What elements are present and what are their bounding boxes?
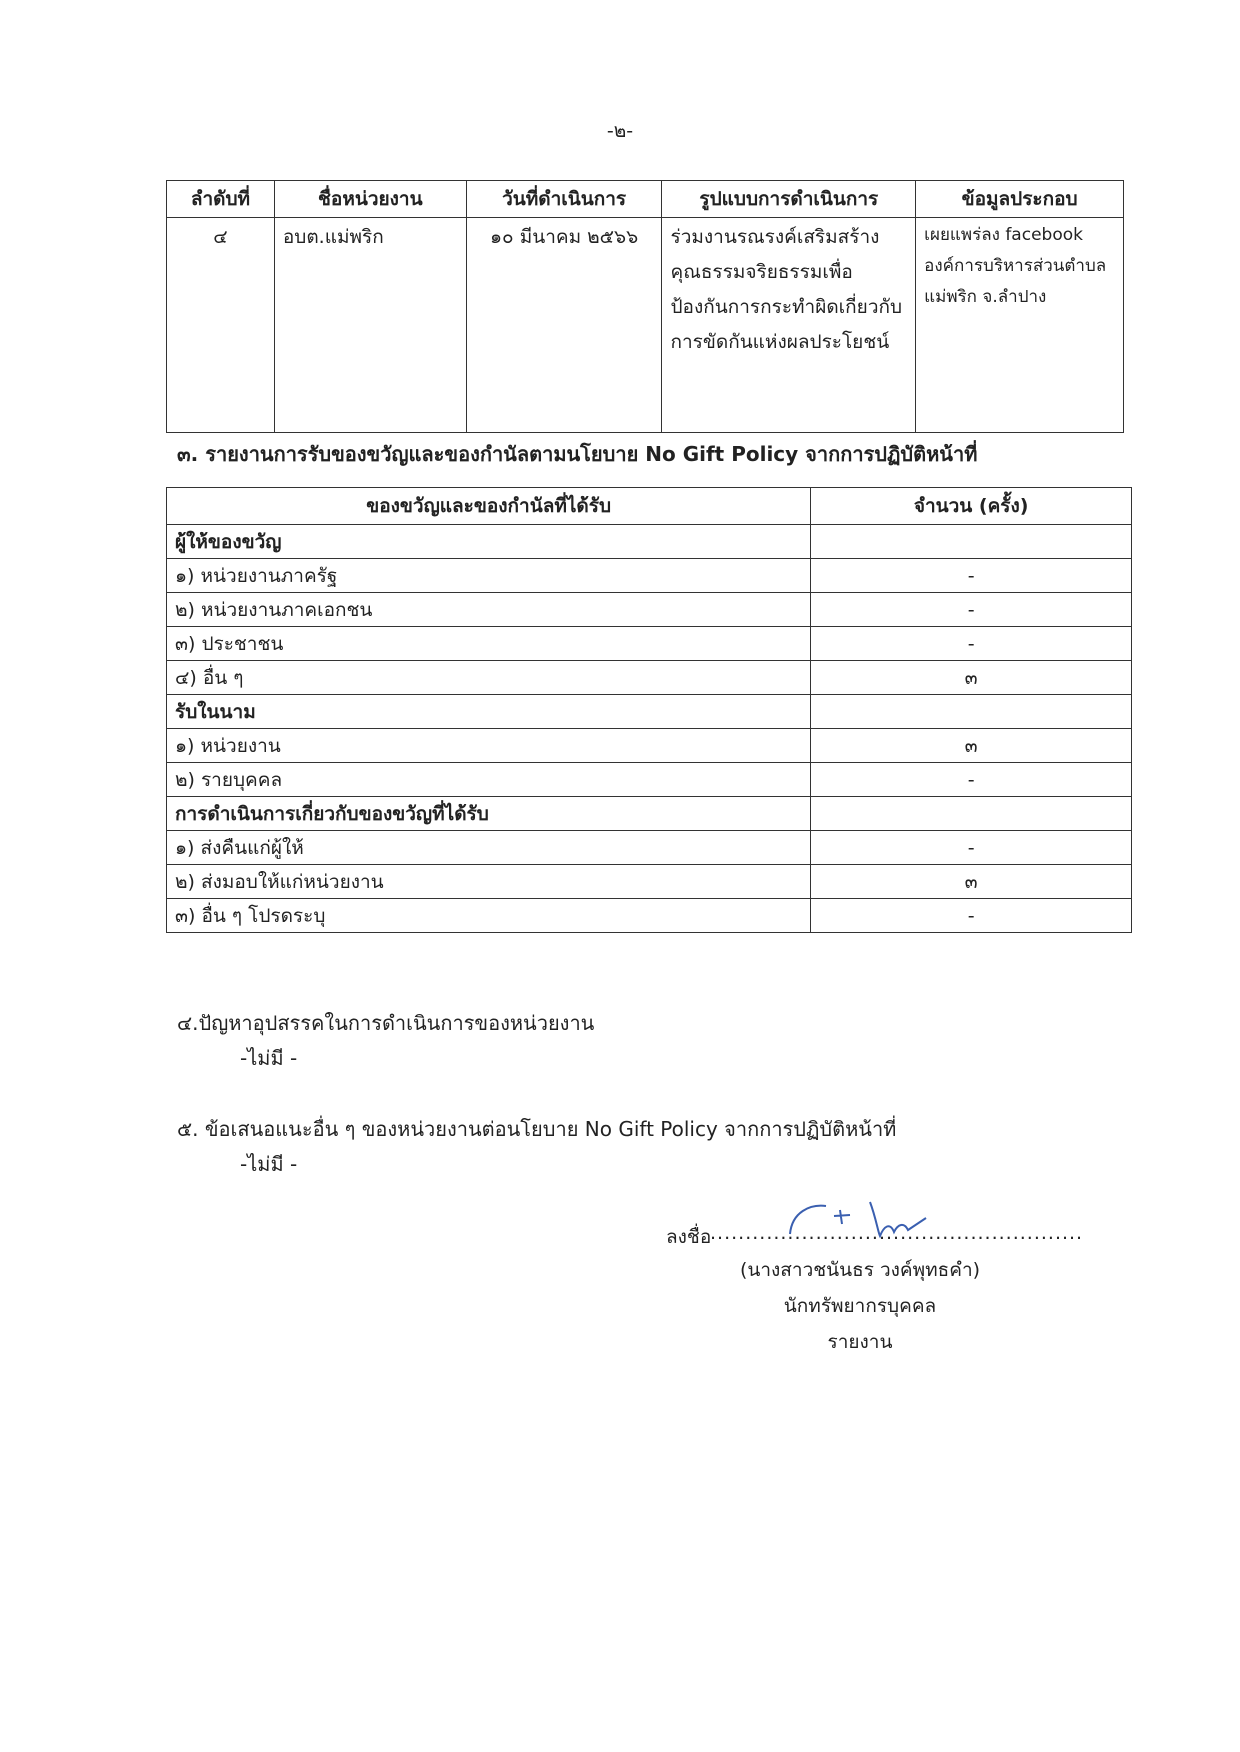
row-label: ๑) หน่วยงานภาครัฐ xyxy=(167,559,811,593)
group-row-recipient xyxy=(167,695,1132,729)
section5-answer: -ไม่มี - xyxy=(240,1152,298,1176)
signature-label: ลงชื่อ xyxy=(666,1226,712,1248)
section4-heading: ๔.ปัญหาอุปสรรคในการดำเนินการของหน่วยงาน xyxy=(177,1011,595,1035)
row-count: ๓ xyxy=(811,865,1132,899)
row-label: ๑) หน่วยงาน xyxy=(167,729,811,763)
section4-answer: -ไม่มี - xyxy=(240,1046,298,1070)
table-row xyxy=(167,559,1132,593)
row-count: ๓ xyxy=(811,729,1132,763)
row-label: ๓) ประชาชน xyxy=(167,627,811,661)
table-row xyxy=(167,661,1132,695)
row-count: - xyxy=(811,627,1132,661)
row-count: ๓ xyxy=(811,661,1132,695)
group-row-action xyxy=(167,797,1132,831)
activity-table xyxy=(166,180,1124,433)
header-date: วันที่ดำเนินการ xyxy=(466,181,662,218)
row-count: - xyxy=(811,831,1132,865)
signer-position: นักทรัพยากรบุคคล xyxy=(783,1295,937,1317)
header-no: ลำดับที่ xyxy=(167,181,275,218)
table-row xyxy=(167,729,1132,763)
cell-agency: อบต.แม่พริก xyxy=(274,218,466,433)
table-row xyxy=(167,763,1132,797)
table-row xyxy=(167,593,1132,627)
row-label: ๔) อื่น ๆ xyxy=(167,661,811,695)
gift-table xyxy=(166,487,1132,933)
header-info: ข้อมูลประกอบ xyxy=(916,181,1124,218)
row-label: ๑) ส่งคืนแก่ผู้ให้ xyxy=(167,831,811,865)
signer-role: รายงาน xyxy=(827,1331,893,1353)
group-title: ผู้ให้ของขวัญ xyxy=(167,525,811,559)
table-row xyxy=(167,627,1132,661)
row-label: ๓) อื่น ๆ โปรดระบุ xyxy=(167,899,811,933)
header-format: รูปแบบการดำเนินการ xyxy=(662,181,916,218)
cell-format: ร่วมงานรณรงค์เสริมสร้างคุณธรรมจริยธรรมเพื่อป้องกันการกระทำผิดเกี่ยวกับการขัดกันแห่งผลประโยชน์ xyxy=(662,218,916,433)
row-count: - xyxy=(811,559,1132,593)
cell-no: ๔ xyxy=(167,218,275,433)
table-row xyxy=(167,865,1132,899)
page-number: -๒- xyxy=(606,120,634,142)
gift-header-row xyxy=(167,488,1132,525)
header-gift-count: จำนวน (ครั้ง) xyxy=(811,488,1132,525)
header-gift-item: ของขวัญและของกำนัลที่ได้รับ xyxy=(167,488,811,525)
row-count: - xyxy=(811,899,1132,933)
section5-heading: ๕. ข้อเสนอแนะอื่น ๆ ของหน่วยงานต่อนโยบาย No Gift Policy จากการปฏิบัติหน้าที่ xyxy=(177,1117,897,1141)
group-title: รับในนาม xyxy=(167,695,811,729)
signature-block xyxy=(650,1212,1084,1360)
activity-header-row xyxy=(167,181,1124,218)
group-title: การดำเนินการเกี่ยวกับของขวัญที่ได้รับ xyxy=(167,797,811,831)
section3-heading: ๓. รายงานการรับของขวัญและของกำนัลตามนโยบาย No Gift Policy จากการปฏิบัติหน้าที่ xyxy=(177,442,978,466)
cell-info: เผยแพร่ลง facebook องค์การบริหารส่วนตำบลแม่พริก จ.ลำปาง xyxy=(916,218,1124,433)
cell-date: ๑๐ มีนาคม ๒๕๖๖ xyxy=(466,218,662,433)
signature-dots: ..................................................... xyxy=(710,1222,1084,1244)
row-count: - xyxy=(811,593,1132,627)
table-row xyxy=(167,899,1132,933)
handwritten-signature-icon xyxy=(730,1198,950,1248)
row-label: ๒) หน่วยงานภาคเอกชน xyxy=(167,593,811,627)
group-row-giver xyxy=(167,525,1132,559)
signature-line xyxy=(650,1212,1084,1252)
row-count: - xyxy=(811,763,1132,797)
row-label: ๒) รายบุคคล xyxy=(167,763,811,797)
row-label: ๒) ส่งมอบให้แก่หน่วยงาน xyxy=(167,865,811,899)
signer-name: (นางสาวชนันธร วงค์พุทธคำ) xyxy=(739,1259,981,1281)
header-agency: ชื่อหน่วยงาน xyxy=(274,181,466,218)
table-row xyxy=(167,218,1124,433)
table-row xyxy=(167,831,1132,865)
